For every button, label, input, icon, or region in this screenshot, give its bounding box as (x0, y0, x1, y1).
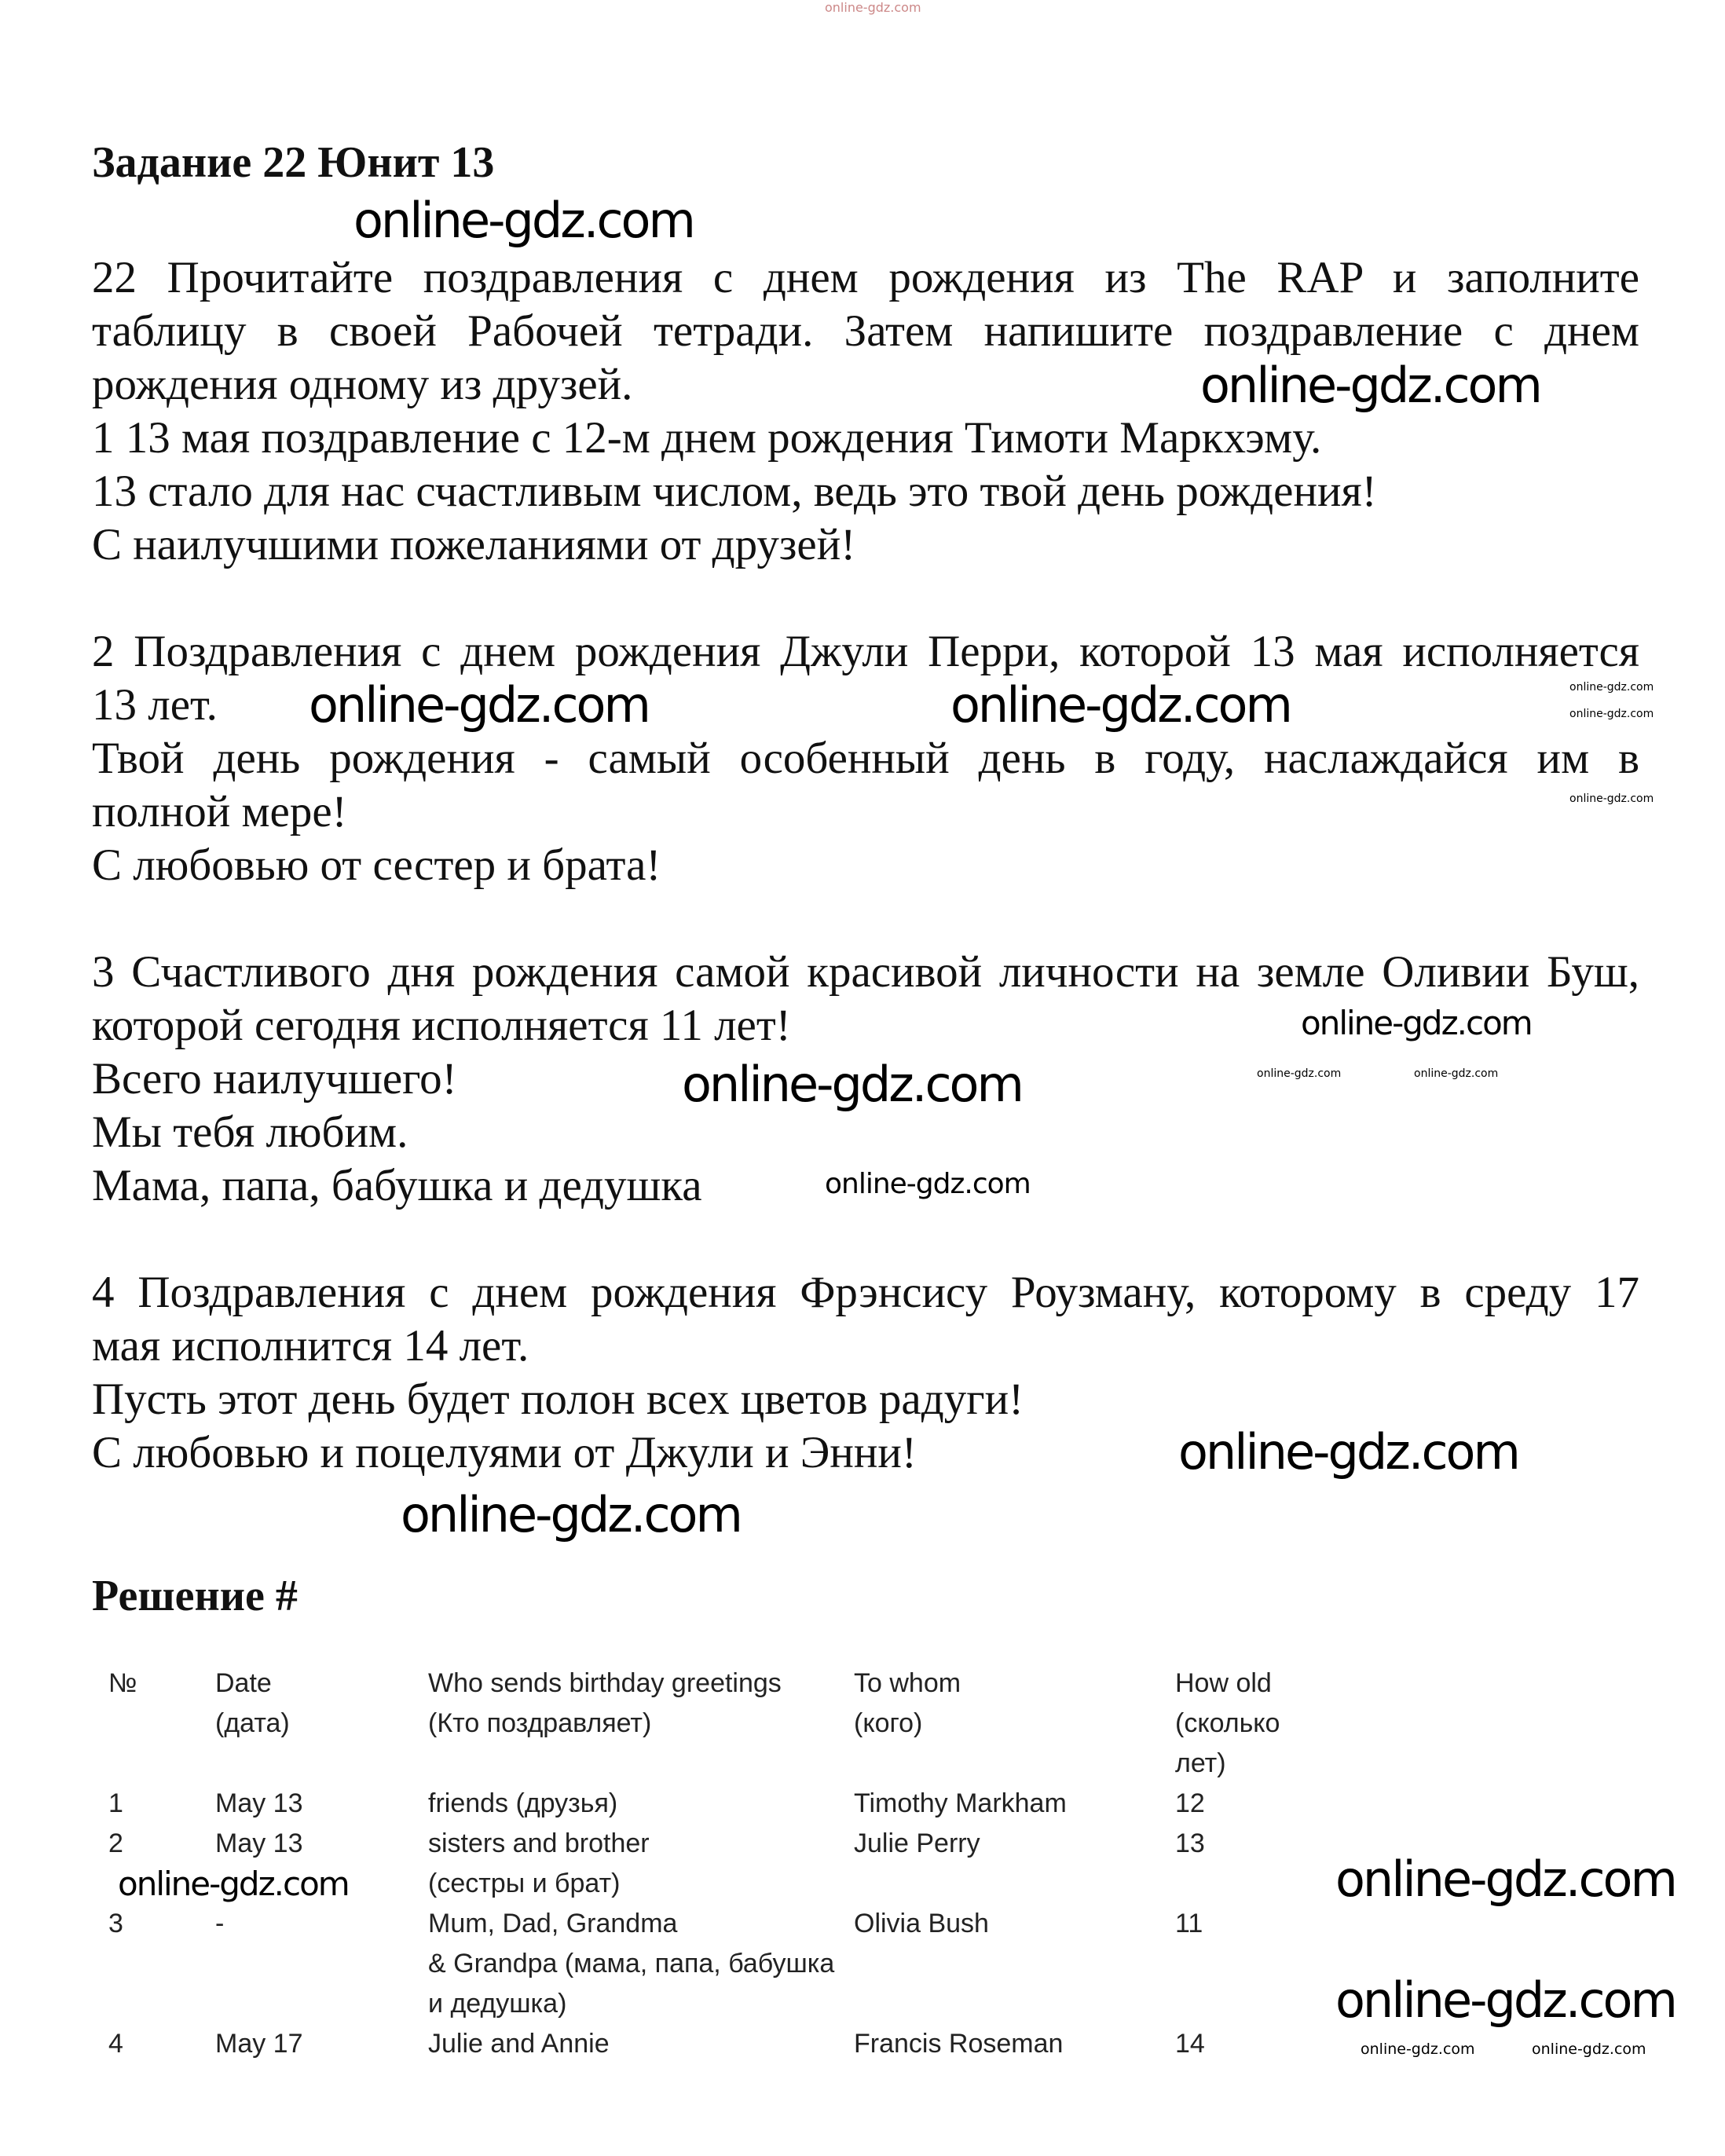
col-sender: Who sends birthday greetings (428, 1668, 782, 1698)
cell-number: 3 (108, 1909, 123, 1938)
col-number: № (108, 1668, 137, 1698)
cell-date: May 13 (215, 1828, 303, 1858)
watermark: online-gdz.com (1335, 1971, 1676, 2029)
watermark: online-gdz.com (1569, 792, 1654, 805)
watermark: online-gdz.com (1301, 1004, 1532, 1042)
watermark: online-gdz.com (950, 676, 1291, 734)
watermark: online-gdz.com (1569, 708, 1654, 720)
cell-age: 12 (1175, 1788, 1205, 1818)
cell-sender: Julie and Annie (428, 2029, 610, 2059)
text-line: С любовью от сестер и брата! (92, 840, 661, 890)
cell-age: 11 (1175, 1909, 1203, 1938)
text-line: Пусть этот день будет полон всех цветов радуги! (92, 1374, 1024, 1424)
col-recipient: (кого) (854, 1708, 923, 1738)
col-age: (сколько (1175, 1708, 1280, 1738)
cell-age: 14 (1175, 2029, 1205, 2059)
col-date: (дата) (215, 1708, 290, 1738)
text-line: 13 лет. (92, 680, 218, 730)
watermark: online-gdz.com (309, 676, 649, 734)
text-line: которой сегодня исполняется 11 лет! (92, 1001, 791, 1050)
cell-date: - (215, 1909, 225, 1938)
text-line: Мама, папа, бабушка и дедушка (92, 1161, 702, 1210)
watermark: online-gdz.com (1178, 1423, 1518, 1481)
watermark: online-gdz.com (1335, 1850, 1676, 1908)
text-line: 13 стало для нас счастливым числом, ведь это твой день рождения! (92, 467, 1377, 516)
watermark: online-gdz.com (1200, 357, 1540, 414)
col-recipient: To whom (854, 1668, 961, 1698)
watermark: online-gdz.com (682, 1056, 1022, 1113)
cell-number: 4 (108, 2029, 123, 2059)
cell-recipient: Timothy Markham (854, 1788, 1067, 1818)
watermark: online-gdz.com (1257, 1067, 1342, 1080)
col-date: Date (215, 1668, 272, 1698)
text-line: 2 Поздравления с днем рождения Джули Перри, которой 13 мая исполняется (92, 627, 1639, 676)
watermark: online-gdz.com (401, 1486, 741, 1543)
text-line: мая исполнится 14 лет. (92, 1321, 529, 1371)
solution-heading: Решение # (92, 1572, 298, 1620)
text-line: 3 Счастливого дня рождения самой красивой личности на земле Оливии Буш, (92, 947, 1639, 997)
text-line: С любовью и поцелуями от Джули и Энни! (92, 1428, 917, 1477)
cell-date: May 13 (215, 1788, 303, 1818)
watermark: online-gdz.com (1532, 2041, 1646, 2058)
watermark: online-gdz.com (825, 1168, 1031, 1200)
blank-line (92, 572, 1639, 625)
text-line: С наилучшими пожеланиями от друзей! (92, 520, 856, 569)
col-age: лет) (1175, 1748, 1226, 1778)
text-line: 1 13 мая поздравление с 12-м днем рождения Тимоти Маркхэму. (92, 413, 1322, 463)
text-line: Мы тебя любим. (92, 1107, 408, 1157)
cell-recipient: Francis Roseman (854, 2029, 1064, 2059)
watermark: online-gdz.com (353, 192, 694, 249)
blank-line (92, 892, 1639, 946)
cell-number: 1 (108, 1788, 123, 1818)
watermark: online-gdz.com (1569, 681, 1654, 694)
watermark: online-gdz.com (118, 1865, 349, 1903)
cell-sender: friends (друзья) (428, 1788, 618, 1818)
page-title: Задание 22 Юнит 13 (92, 138, 495, 187)
cell-recipient: Olivia Bush (854, 1909, 989, 1938)
cell-recipient: Julie Perry (854, 1828, 980, 1858)
col-age: How old (1175, 1668, 1272, 1698)
watermark: online-gdz.com (1414, 1067, 1499, 1080)
col-sender: (Кто поздравляет) (428, 1708, 652, 1738)
cell-sender: & Grandpa (мама, папа, бабушка (428, 1949, 835, 1978)
watermark: online-gdz.com (1361, 2041, 1475, 2058)
watermark: online-gdz.com (825, 0, 921, 15)
cell-number: 2 (108, 1828, 123, 1858)
text-line: 4 Поздравления с днем рождения Фрэнсису Роузману, которому в среду 17 (92, 1268, 1639, 1317)
cell-sender: (сестры и брат) (428, 1869, 621, 1898)
text-line: полной мере! (92, 787, 347, 836)
cell-sender: и дедушка) (428, 1989, 567, 2019)
text-line: таблицу в своей Рабочей тетради. Затем напишите поздравление с днем (92, 306, 1639, 356)
text-line: Всего наилучшего! (92, 1054, 457, 1104)
cell-sender: sisters and brother (428, 1828, 650, 1858)
task-text (92, 251, 1639, 1480)
text-line: Твой день рождения - самый особенный день в году, наслаждайся им в (92, 734, 1639, 783)
text-line: рождения одному из друзей. (92, 360, 633, 409)
cell-sender: Mum, Dad, Grandma (428, 1909, 678, 1938)
blank-line (92, 1213, 1639, 1266)
cell-age: 13 (1175, 1828, 1205, 1858)
cell-date: May 17 (215, 2029, 303, 2059)
text-line: 22 Прочитайте поздравления с днем рождения из The RAP и заполните (92, 253, 1639, 302)
